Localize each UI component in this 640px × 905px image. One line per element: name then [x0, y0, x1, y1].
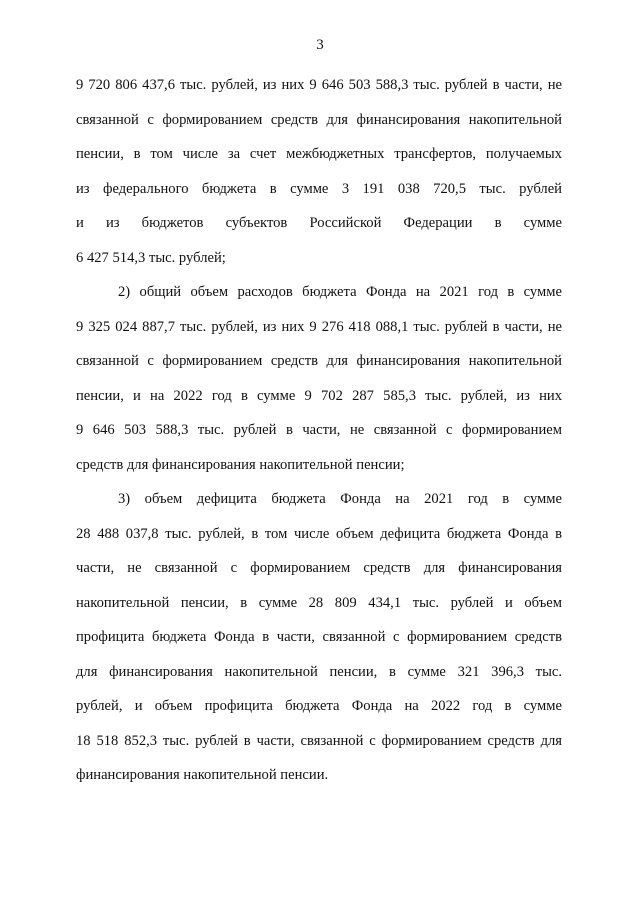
text-line: 6 427 514,3 тыс. рублей;	[76, 249, 226, 266]
text-line: 28 488 037,8 тыс. рублей, в том числе объем дефицита бюджета Фонда в	[76, 525, 562, 542]
text-line: для финансирования накопительной пенсии, в сумме 321 396,3 тыс.	[76, 663, 562, 680]
text-line: из федерального бюджета в сумме 3 191 038 720,5 тыс. рублей	[76, 180, 562, 197]
text-line: 9 720 806 437,6 тыс. рублей, из них 9 646 503 588,3 тыс. рублей в части, не	[76, 77, 562, 93]
paragraph-3	[76, 482, 562, 793]
paragraph-1	[76, 68, 562, 275]
text-line: 3) объем дефицита бюджета Фонда на 2021 год в сумме	[118, 491, 562, 507]
text-line: накопительной пенсии, в сумме 28 809 434,1 тыс. рублей и объем	[76, 594, 562, 611]
page-number: 3	[316, 37, 324, 53]
text-line: 18 518 852,3 тыс. рублей в части, связанной с формированием средств для	[76, 732, 562, 749]
text-line: и из бюджетов субъектов Российской Федерации в сумме	[76, 215, 562, 231]
text-line: рублей, и объем профицита бюджета Фонда на 2022 год в сумме	[76, 698, 562, 714]
text-line: профицита бюджета Фонда в части, связанной с формированием средств	[76, 629, 562, 645]
text-line: 2) общий объем расходов бюджета Фонда на 2021 год в сумме	[118, 284, 562, 300]
document-body	[76, 68, 562, 793]
text-line: связанной с формированием средств для финансирования накопительной	[76, 353, 562, 369]
text-line: 9 646 503 588,3 тыс. рублей в части, не связанной с формированием	[76, 422, 562, 438]
text-line: 9 325 024 887,7 тыс. рублей, из них 9 276 418 088,1 тыс. рублей в части, не	[76, 318, 562, 335]
text-line: части, не связанной с формированием средств для финансирования	[76, 560, 562, 576]
text-line: финансирования накопительной пенсии.	[76, 767, 329, 783]
text-line: пенсии, и на 2022 год в сумме 9 702 287 585,3 тыс. рублей, из них	[76, 387, 562, 404]
text-line: пенсии, в том числе за счет межбюджетных трансфертов, получаемых	[76, 146, 562, 162]
text-line: средств для финансирования накопительной пенсии;	[76, 456, 405, 473]
paragraph-2	[76, 275, 562, 482]
text-line: связанной с формированием средств для финансирования накопительной	[76, 111, 562, 128]
